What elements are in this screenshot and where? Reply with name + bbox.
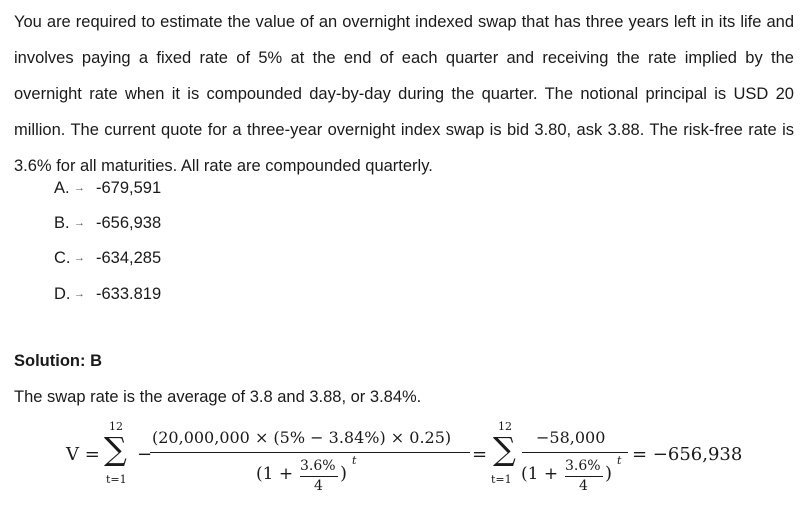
denominator-open: (1 + bbox=[256, 464, 294, 484]
exponent: t bbox=[352, 454, 357, 467]
solution-explanation: The swap rate is the average of 3.8 and 3.88, or 3.84%. bbox=[14, 388, 422, 406]
numerator-1: (20,000,000 × (5% − 3.84%) × 0.25) bbox=[152, 428, 452, 447]
rate-divisor-2: 4 bbox=[579, 478, 588, 494]
numerator-2: −58,000 bbox=[536, 428, 606, 447]
solution-heading: Solution: B bbox=[14, 352, 102, 370]
option-a[interactable] bbox=[54, 178, 161, 198]
exponent-2: t bbox=[617, 454, 622, 467]
option-value: -679,591 bbox=[96, 179, 162, 197]
rate-value-2: 3.6% bbox=[565, 458, 601, 474]
summation-icon: ∑ bbox=[104, 430, 127, 468]
rate-fraction-bar bbox=[300, 476, 338, 477]
option-c[interactable] bbox=[54, 248, 161, 268]
option-value: -634,285 bbox=[96, 249, 162, 267]
denominator-close-2: ) bbox=[605, 463, 613, 484]
denominator-close: ) bbox=[340, 463, 348, 484]
tab-arrow-icon: → bbox=[74, 217, 85, 229]
formula-lhs: V = bbox=[66, 444, 100, 465]
rate-fraction-bar-2 bbox=[565, 476, 603, 477]
rate-divisor: 4 bbox=[314, 478, 323, 494]
option-letter: B. bbox=[54, 214, 70, 232]
rate-value: 3.6% bbox=[300, 458, 336, 474]
sum-upper-limit: 12 bbox=[109, 420, 123, 433]
option-letter: A. bbox=[54, 179, 70, 197]
sum-lower-limit: t=1 bbox=[106, 473, 127, 486]
option-b[interactable] bbox=[54, 213, 161, 233]
tab-arrow-icon: → bbox=[74, 288, 85, 300]
summation-icon: ∑ bbox=[493, 430, 516, 468]
sum-lower-limit-2: t=1 bbox=[491, 473, 512, 486]
tab-arrow-icon: → bbox=[74, 252, 85, 264]
option-d[interactable] bbox=[54, 284, 161, 304]
fraction-bar-2 bbox=[522, 452, 628, 453]
formula-result: = −656,938 bbox=[632, 444, 743, 465]
denominator-open-2: (1 + bbox=[521, 464, 559, 484]
minus-sign: − bbox=[137, 444, 153, 465]
option-value: -633.819 bbox=[96, 285, 162, 303]
equals-sign: = bbox=[472, 444, 488, 465]
fraction-bar-1 bbox=[150, 452, 470, 453]
option-value: -656,938 bbox=[96, 214, 162, 232]
sum-upper-limit-2: 12 bbox=[498, 420, 512, 433]
tab-arrow-icon: → bbox=[74, 182, 85, 194]
option-letter: D. bbox=[54, 285, 71, 303]
question-text: You are required to estimate the value of an overnight indexed swap that has three years left in its life and involves paying a fixed rate of 5% at the end of each quarter and receiving the rate implied by the overnight rate when it is compounded day-by-day during the quarter. The notional principal is USD 20 million. The current quote for a three-year overnight index swap is bid 3.80, ask 3.88. The risk-free rate is 3.6% for all maturities. All rate are compounded quarterly. bbox=[14, 13, 794, 175]
option-letter: C. bbox=[54, 249, 71, 267]
valuation-formula bbox=[0, 416, 810, 514]
